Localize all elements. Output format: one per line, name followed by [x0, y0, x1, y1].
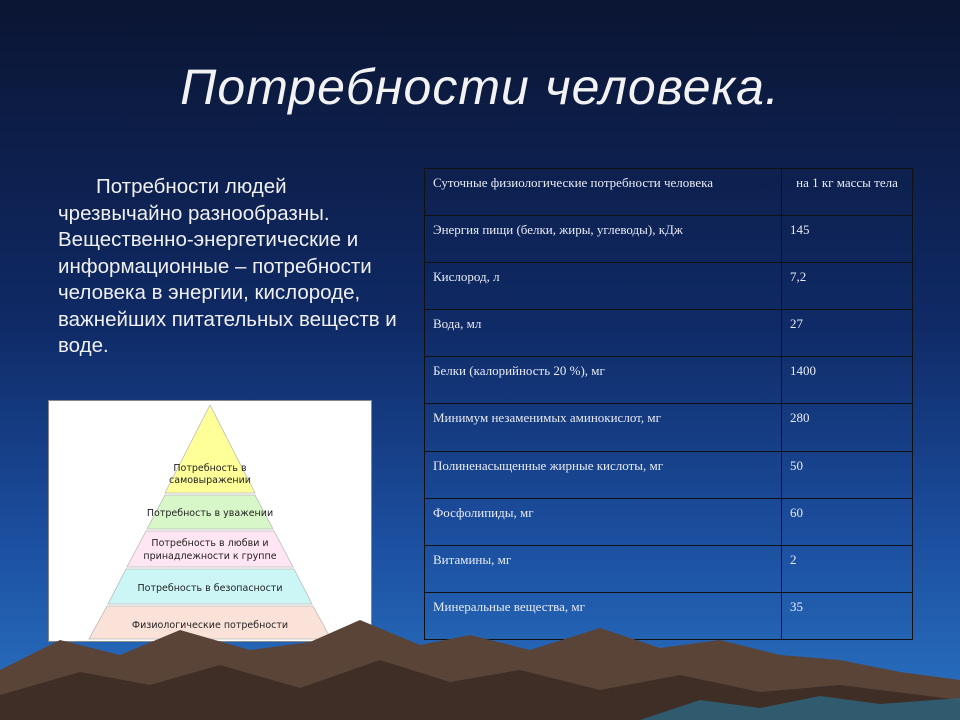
table-row — [425, 404, 913, 451]
header-col1: Суточные физиологические потребности человека — [425, 169, 782, 216]
row-name: Белки (калорийность 20 %), мг — [425, 357, 782, 404]
table-row — [425, 545, 913, 592]
row-name: Фосфолипиды, мг — [425, 498, 782, 545]
pyramid-level-3-line2: принадлежности к группе — [143, 551, 277, 562]
intro-paragraph: Потребности людей чрезвычайно разнообразны. Вещественно-энергетические и информационные – потребности человека в энергии, кислороде, важнейших питательных веществ и воде. — [58, 175, 397, 357]
table-row — [425, 263, 913, 310]
row-value: 27 — [782, 310, 913, 357]
row-value: 35 — [782, 592, 913, 639]
row-value: 2 — [782, 545, 913, 592]
needs-table — [424, 168, 913, 640]
row-value: 280 — [782, 404, 913, 451]
row-name: Витамины, мг — [425, 545, 782, 592]
table-header-row — [425, 169, 913, 216]
header-col2: на 1 кг массы тела — [782, 169, 913, 216]
table-row — [425, 451, 913, 498]
row-name: Кислород, л — [425, 263, 782, 310]
row-name: Минеральные вещества, мг — [425, 592, 782, 639]
pyramid-level-4-label: Потребность в безопасности — [137, 583, 283, 594]
row-name: Энергия пищи (белки, жиры, углеводы), кДж — [425, 216, 782, 263]
table-row — [425, 216, 913, 263]
row-value: 60 — [782, 498, 913, 545]
pyramid-level-5-label: Физиологические потребности — [131, 620, 289, 631]
table-row — [425, 310, 913, 357]
row-name: Вода, мл — [425, 310, 782, 357]
row-value: 50 — [782, 451, 913, 498]
slide-title: Потребности человека. — [180, 59, 780, 115]
row-value: 1400 — [782, 357, 913, 404]
pyramid-level-1-line1: Потребность в — [173, 463, 247, 474]
row-name: Полиненасыщенные жирные кислоты, мг — [425, 451, 782, 498]
row-value: 145 — [782, 216, 913, 263]
mountain-landscape — [0, 600, 960, 720]
row-value: 7,2 — [782, 263, 913, 310]
pyramid-level-2-label: Потребность в уважении — [146, 508, 274, 519]
pyramid-level-1-line2: самовыражении — [169, 475, 251, 486]
row-name: Минимум незаменимых аминокислот, мг — [425, 404, 782, 451]
table-row — [425, 498, 913, 545]
table-row — [425, 357, 913, 404]
pyramid-level-3-line1: Потребность в любви и — [151, 538, 269, 549]
